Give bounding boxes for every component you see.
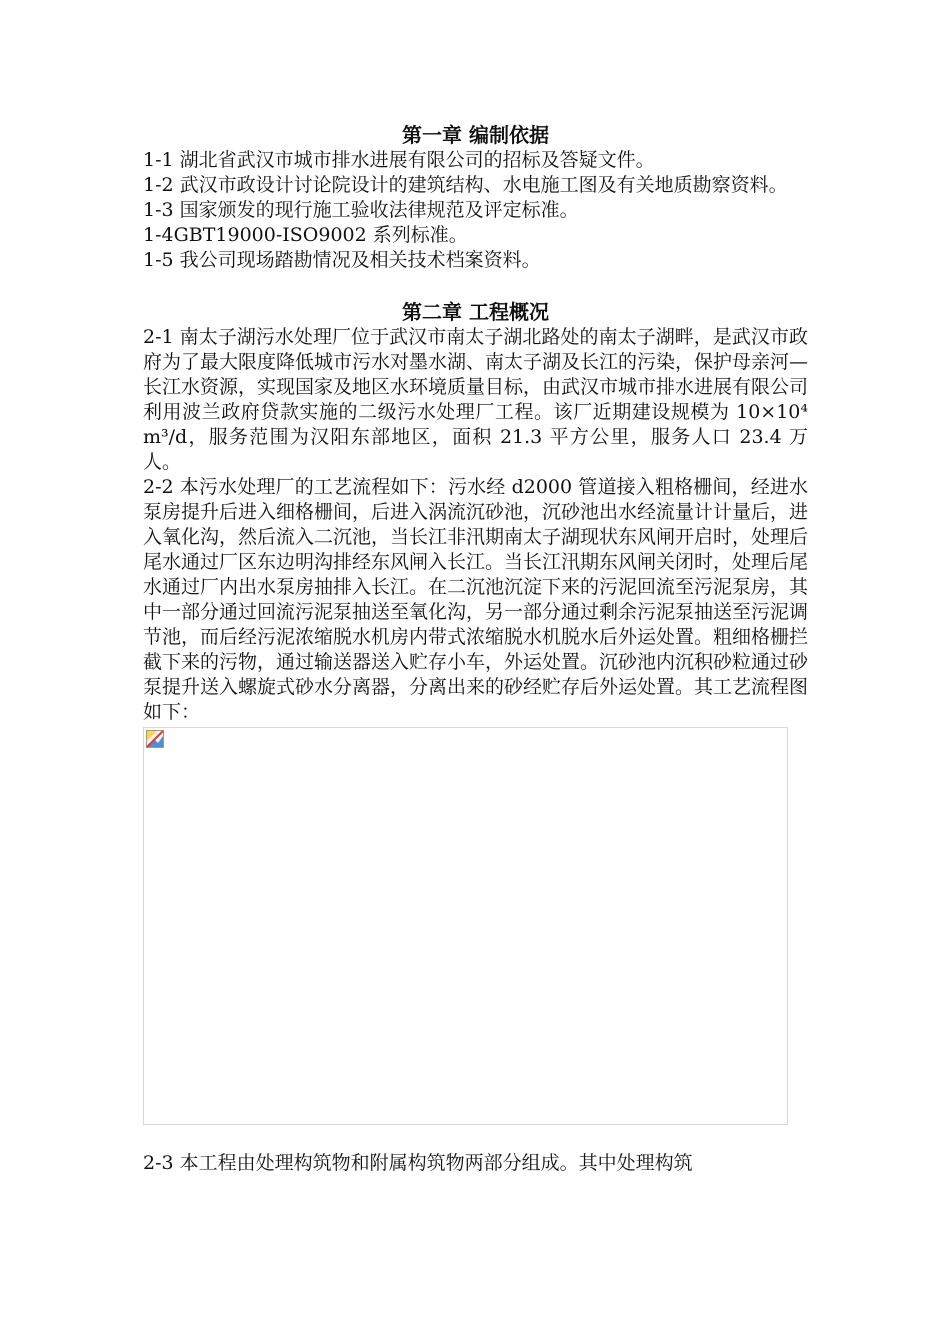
basis-item-4: 1-4GBT19000-ISO9002 系列标准。 [143,224,468,246]
process-flow-figure [143,727,788,1125]
document-page [143,122,808,1176]
overview-paragraph-3: 2-3 本工程由处理构筑物和附属构筑物两部分组成。其中处理构筑 [143,1152,693,1174]
chapter-2-title: 第二章 工程概况 [402,300,549,324]
basis-item-1: 1-1 湖北省武汉市城市排水进展有限公司的招标及答疑文件。 [143,149,655,171]
overview-paragraph-2: 2-2 本污水处理厂的工艺流程如下：污水经 d2000 管道接入粗格栅间，经进水泵房提升后进入细格栅间，后进入涡流沉砂池，沉砂池出水经流量计计量后，进入氧化沟，然后流入二沉池，当长江非汛期南太子湖现状东风闸开启时，处理后尾水通过厂区东边明沟排经东风闸入长江。当长江汛期东风闸关闭时，处理后尾水通过厂内出水泵房抽排入长江。在二沉池沉淀下来的污泥回流至污泥泵房，其中一部分通过回流污泥泵抽送至氧化沟，另一部分通过剩余污泥泵抽送至污泥调节池，而后经污泥浓缩脱水机房内带式浓缩脱水机脱水后外运处置。粗细格栅拦截下来的污物，通过输送器送入贮存小车，外运处置。沉砂池内沉积砂粒通过砂泵提升送入螺旋式砂水分离器，分离出来的砂经贮存后外运处置。其工艺流程图如下： [143,476,809,723]
basis-item-3: 1-3 国家颁发的现行施工验收法律规范及评定标准。 [143,199,579,221]
overview-paragraph-1: 2-1 南太子湖污水处理厂位于武汉市南太子湖北路处的南太子湖畔，是武汉市政府为了最大限度降低城市污水对墨水湖、南太子湖及长江的污染，保护母亲河—长江水资源，实现国家及地区水环境质量目标，由武汉市城市排水进展有限公司利用波兰政府贷款实施的二级污水处理厂工程。该厂近期建设规模为 10×10⁴m³/d，服务范围为汉阳东部地区，面积 21.3 平方公里，服务人口 23.4 万人。 [143,326,809,473]
basis-item-2: 1-2 武汉市政设计讨论院设计的建筑结构、水电施工图及有关地质勘察资料。 [143,174,788,196]
broken-image-icon [146,730,164,748]
section-gap [143,273,808,299]
chapter-1-title: 第一章 编制依据 [402,123,549,147]
basis-item-5: 1-5 我公司现场踏勘情况及相关技术档案资料。 [143,249,541,271]
